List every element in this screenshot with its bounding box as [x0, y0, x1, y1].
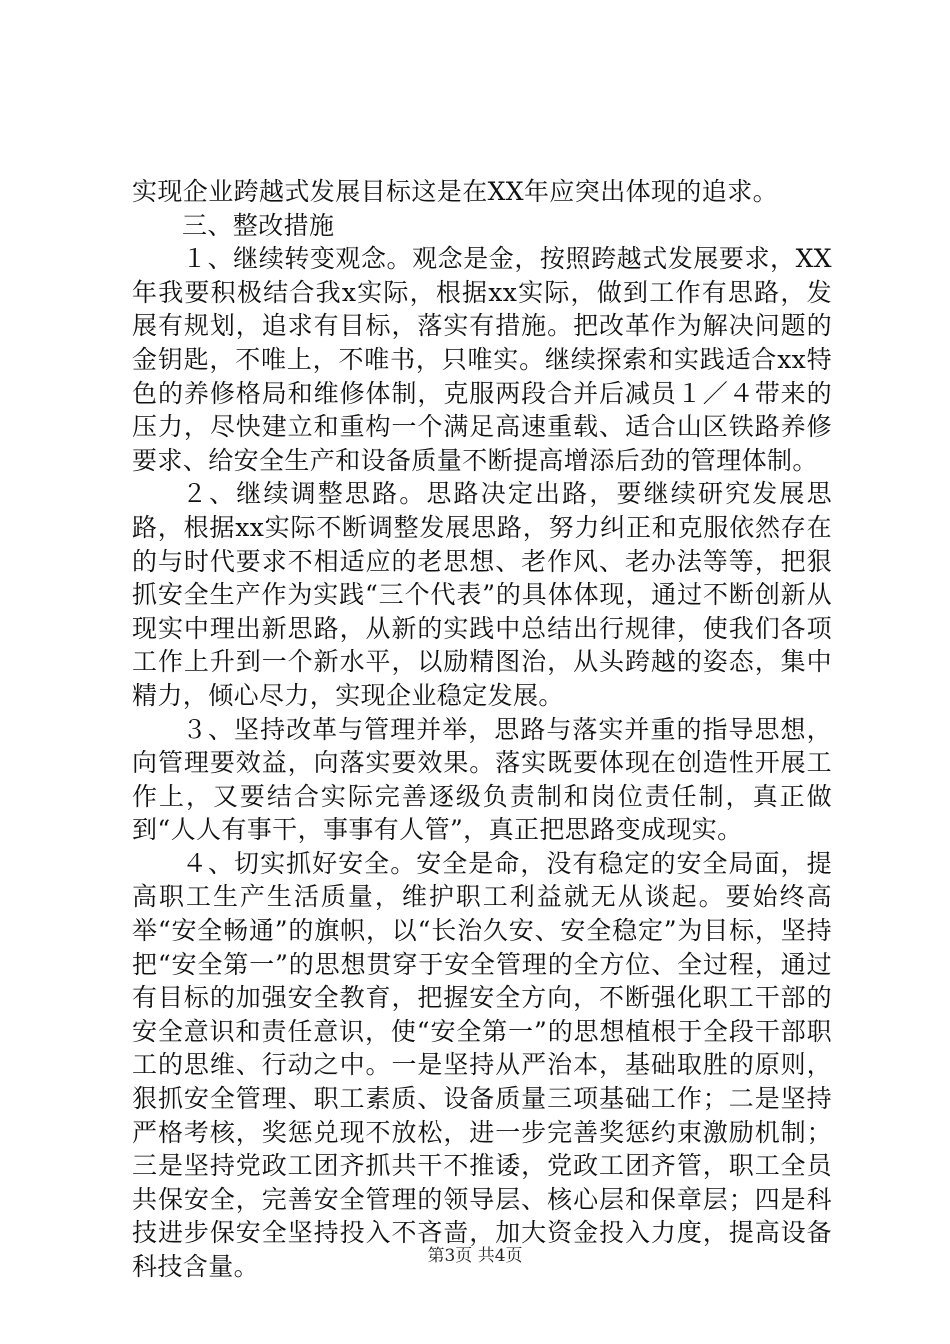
document-body — [132, 175, 832, 1284]
paragraph-item-1: １、继续转变观念。观念是金，按照跨越式发展要求，XX年我要积极结合我x实际，根据xx实际，做到工作有思路，发展有规划，追求有目标，落实有措施。把改革作为解决问题的金钥匙，不唯上，不唯书，只唯实。继续探索和实践适合xx特色的养修格局和维修体制，克服两段合并后减员１／４带来的压力，尽快建立和重构一个满足高速重载、适合山区铁路养修要求、给安全生产和设备质量不断提高增添后劲的管理体制。 — [132, 244, 832, 475]
paragraph-item-3: ３、坚持改革与管理并举，思路与落实并重的指导思想，向管理要效益，向落实要效果。落实既要体现在创造性开展工作上，又要结合实际完善逐级负责制和岗位责任制，真正做到“人人有事干，事事有人管”，真正把思路变成现实。 — [132, 714, 832, 845]
paragraph-continuation: 实现企业跨越式发展目标这是在XX年应突出体现的追求。 — [132, 177, 778, 206]
paragraph-item-4: ４、切实抓好安全。安全是命，没有稳定的安全局面，提高职工生产生活质量，维护职工利益就无从谈起。要始终高举“安全畅通”的旗帜，以“长治久安、安全稳定”为目标，坚持把“安全第一”的思想贯穿于安全管理的全方位、全过程，通过有目标的加强安全教育，把握安全方向，不断强化职工干部的安全意识和责任意识，使“安全第一”的思想植根于全段干部职工的思维、行动之中。一是坚持从严治本，基础取胜的原则，狠抓安全管理、职工素质、设备质量三项基础工作；二是坚持严格考核，奖惩兑现不放松，进一步完善奖惩约束激励机制；三是坚持党政工团齐抓共干不推诿，党政工团齐管，职工全员共保安全，完善安全管理的领导层、核心层和保章层；四是科技进步保安全坚持投入不吝啬，加大资金投入力度，提高设备科技含量。 — [132, 848, 832, 1281]
paragraph-item-2: ２、继续调整思路。思路决定出路，要继续研究发展思路，根据xx实际不断调整发展思路，努力纠正和克服依然存在的与时代要求不相适应的老思想、老作风、老办法等等，把狠抓安全生产作为实践“三个代表”的具体体现，通过不断创新从现实中理出新思路，从新的实践中总结出行规律，使我们各项工作上升到一个新水平，以励精图治，从头跨越的姿态，集中精力，倾心尽力，实现企业稳定发展。 — [132, 479, 832, 710]
page-footer: 第3页 共4页 — [427, 1246, 523, 1266]
section-heading: 三、整改措施 — [182, 210, 335, 240]
